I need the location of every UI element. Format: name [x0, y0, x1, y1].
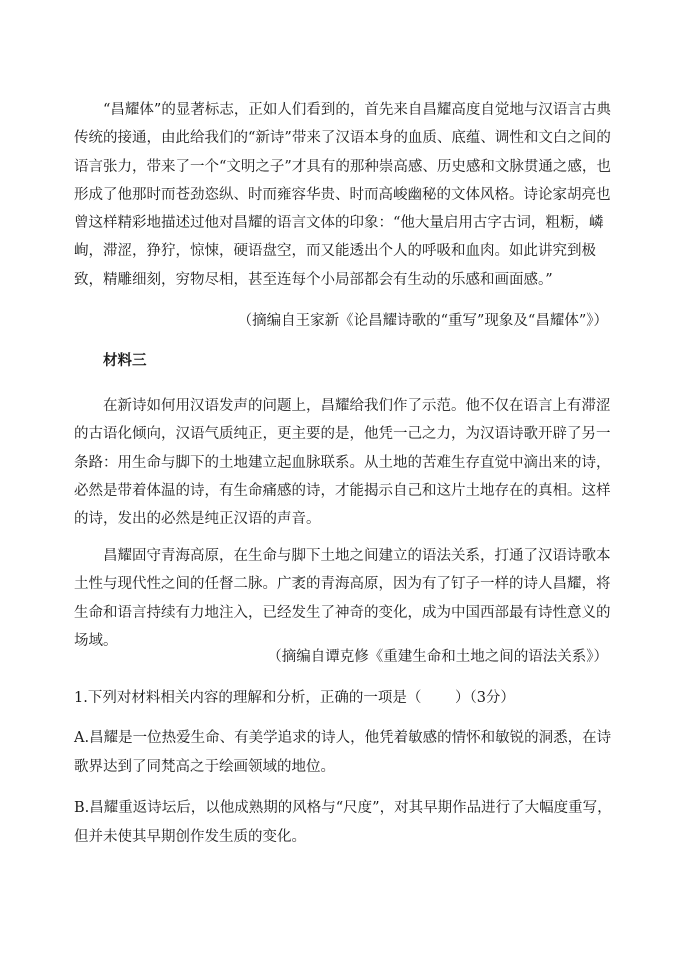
source-citation: （摘编自王家新《论昌耀诗歌的“重写”现象及“昌耀体”》） [237, 313, 608, 329]
source-citation: （摘编自谭克修《重建生命和土地之间的语法关系》） [267, 649, 608, 665]
question-stem: 1.下列对材料相关内容的理解和分析，正确的一项是（ ）（3分） [74, 690, 515, 706]
answer-option-b: B.昌耀重返诗坛后，以他成熟期的风格与“尺度”，对其早期作品进行了大幅度重写，但并未使其早期创作发生质的变化。 [74, 800, 612, 845]
section-heading: 材料三 [103, 352, 147, 369]
material-paragraph: 在新诗如何用汉语发声的问题上，昌耀给我们作了示范。他不仅在语言上有滞涩的古语化倾向，汉语气质纯正，更主要的是，他凭一己之力，为汉语诗歌开辟了另一条路：用生命与脚下的土地建立起血脉联系。从土地的苦难生存直觉中滴出来的诗，必然是带着体温的诗，有生命痛感的诗，才能揭示自己和这片土地存在的真相。这样的诗，发出的必然是纯正汉语的声音。 [74, 398, 611, 528]
passage-paragraph: “昌耀体”的显著标志，正如人们看到的，首先来自昌耀高度自觉地与汉语言古典传统的接通，由此给我们的“新诗”带来了汉语本身的血质、底蕴、调性和文白之间的语言张力，带来了一个“文明之子”才具有的那种崇高感、历史感和文脉贯通之感，也形成了他那时而苍劲恣纵、时而雍容华贵、时而高峻幽秘的文体风格。诗论家胡亮也曾这样精彩地描述过他对昌耀的语言文体的印象：“他大量启用古字古词，粗粝，嶙峋，滞涩，狰狞，惊悚，硬语盘空，而又能透出个人的呼吸和血肉。如此讲究到极致，精雕细刻，穷物尽相，甚至连每个小局部都会有生动的乐感和画面感。” [74, 102, 611, 288]
answer-option-a: A.昌耀是一位热爱生命、有美学追求的诗人，他凭着敏感的情怀和敏锐的洞悉，在诗歌界达到了同梵高之于绘画领域的地位。 [74, 730, 612, 775]
material-paragraph: 昌耀固守青海高原，在生命与脚下土地之间建立的语法关系，打通了汉语诗歌本土性与现代性之间的任督二脉。广袤的青海高原，因为有了钉子一样的诗人昌耀，将生命和语言持续有力地注入，已经发生了神奇的变化，成为中国西部最有诗性意义的场域。 [74, 548, 611, 649]
